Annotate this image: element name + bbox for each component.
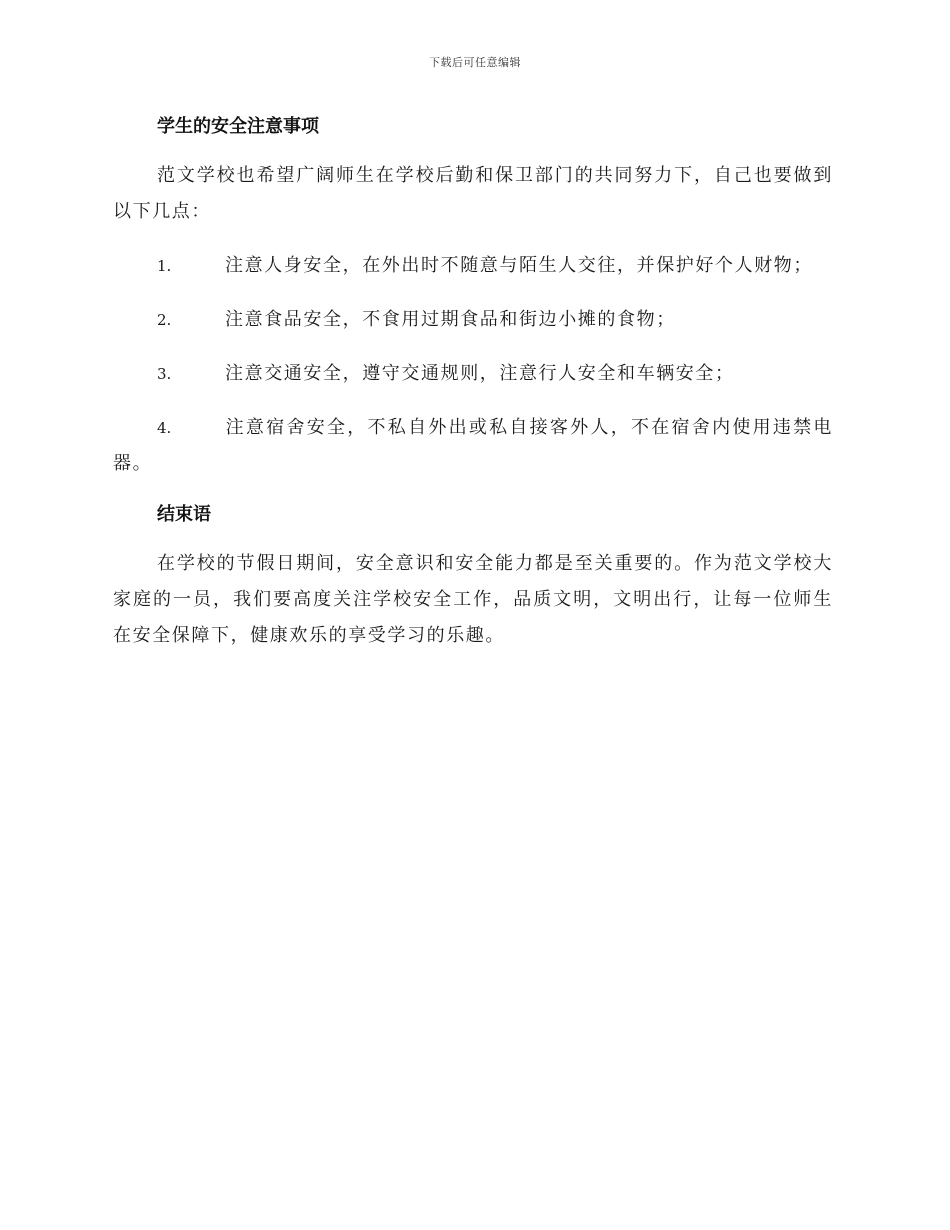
list-number: 4. [157,419,172,437]
list-item-text: 注意宿舍安全，不私自外出或私自接客外人，不在宿舍内使用违禁电器。 [113,417,833,474]
list-item-1 [113,248,833,284]
list-item-2 [113,302,833,338]
document-body [113,112,833,654]
section-heading-conclusion: 结束语 [157,504,211,525]
list-number: 2. [157,311,172,329]
list-item-text: 注意交通安全，遵守交通规则，注意行人安全和车辆安全； [225,363,735,384]
header-note: 下载后可任意编辑 [429,56,521,69]
list-item-4 [113,410,833,482]
list-number: 3. [157,365,172,383]
list-item-3 [113,356,833,392]
list-number: 1. [157,257,172,275]
intro-paragraph: 范文学校也希望广阔师生在学校后勤和保卫部门的共同努力下，自己也要做到以下几点： [113,165,833,222]
list-item-text: 注意食品安全，不食用过期食品和街边小摊的食物； [225,309,676,330]
section-heading-safety: 学生的安全注意事项 [157,116,319,137]
conclusion-paragraph: 在学校的节假日期间，安全意识和安全能力都是至关重要的。作为范文学校大家庭的一员，我们要高度关注学校安全工作，品质文明，文明出行，让每一位师生在安全保障下，健康欢乐的享受学习的乐趣。 [113,553,833,646]
list-item-text: 注意人身安全，在外出时不随意与陌生人交往，并保护好个人财物； [225,255,813,276]
